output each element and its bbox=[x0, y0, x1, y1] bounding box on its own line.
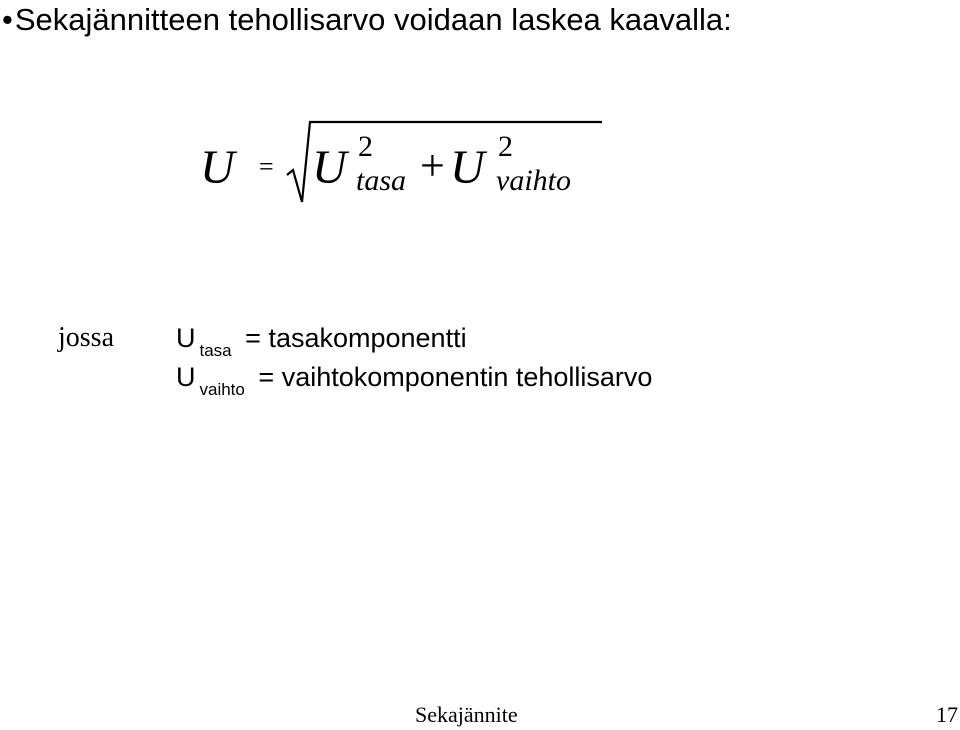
footer-title: Sekajännite bbox=[415, 702, 518, 727]
formula-term2-subscript: vaihto bbox=[496, 164, 571, 197]
definition-meaning: tasakomponentti bbox=[268, 323, 467, 353]
slide-footer bbox=[0, 700, 960, 730]
definition-row bbox=[176, 357, 652, 401]
definition-subscript: vaihto bbox=[199, 380, 245, 399]
definition-row bbox=[176, 318, 467, 362]
formula-equals: = bbox=[259, 152, 274, 181]
definition-symbol: U bbox=[176, 362, 196, 392]
definition-equals: = bbox=[245, 323, 261, 353]
definition-subscript: tasa bbox=[199, 341, 232, 360]
formula-lhs: U bbox=[200, 141, 235, 194]
page-number: 17 bbox=[936, 702, 958, 727]
definition-symbol: U bbox=[176, 323, 196, 353]
bullet-icon: • bbox=[2, 2, 13, 37]
formula-plus: + bbox=[420, 141, 445, 190]
definitions-label: jossa bbox=[58, 322, 114, 353]
definition-equals: = bbox=[258, 362, 275, 392]
formula-term2-exponent: 2 bbox=[498, 130, 513, 163]
formula-term1-subscript: tasa bbox=[356, 164, 407, 197]
heading-text: Sekajännitteen tehollisarvo voidaan laskea kaavalla: bbox=[14, 2, 732, 37]
formula-term1-exponent: 2 bbox=[358, 130, 373, 163]
formula-term1-symbol: U bbox=[312, 141, 347, 194]
definition-meaning: vaihtokomponentin tehollisarvo bbox=[281, 362, 653, 392]
formula-term2-symbol: U bbox=[450, 141, 485, 194]
